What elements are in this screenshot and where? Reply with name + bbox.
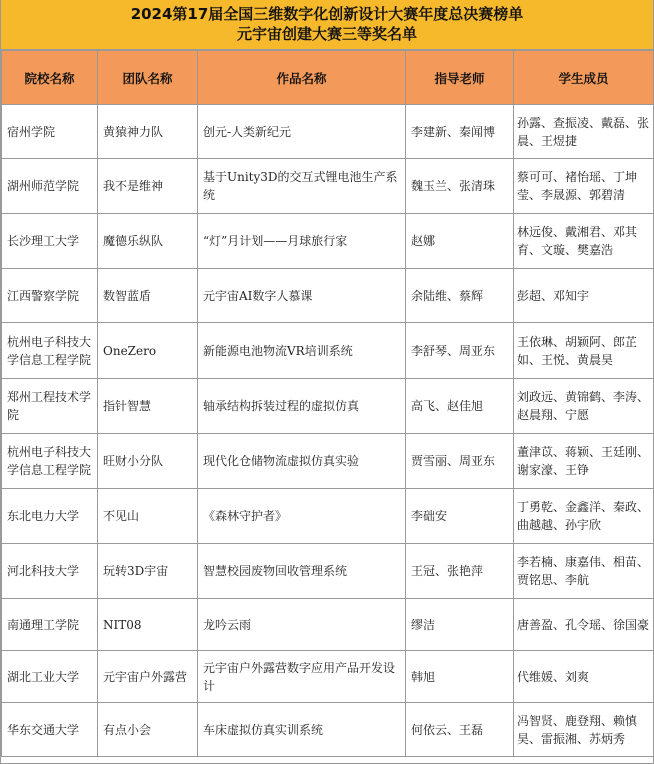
header-work: 作品名称	[198, 51, 406, 105]
cell-teacher: 李建新、秦闻博	[406, 105, 514, 159]
cell-work: 智慧校园废物回收管理系统	[198, 544, 406, 599]
cell-work: 新能源电池物流VR培训系统	[198, 323, 406, 379]
cell-teacher: 何依云、王磊	[406, 703, 514, 757]
cell-students: 刘政远、黄锦鹤、李涛、赵晨翔、宁愿	[514, 379, 654, 434]
cell-students: 代维媛、刘爽	[514, 651, 654, 703]
cell-school: 杭州电子科技大学信息工程学院	[2, 434, 98, 489]
cell-team: 黄猿神力队	[98, 105, 198, 159]
table-row	[2, 379, 654, 434]
table-row	[2, 105, 654, 159]
table-row	[2, 489, 654, 544]
cell-school: 湖北工业大学	[2, 651, 98, 703]
cell-school: 东北电力大学	[2, 489, 98, 544]
table-header	[2, 51, 654, 105]
cell-school: 郑州工程技术学院	[2, 379, 98, 434]
table-body	[2, 105, 654, 757]
cell-work: 现代化仓储物流虚拟仿真实验	[198, 434, 406, 489]
cell-school: 杭州电子科技大学信息工程学院	[2, 323, 98, 379]
table-row	[2, 651, 654, 703]
cell-students: 孙露、查振凌、戴磊、张晨、王煜捷	[514, 105, 654, 159]
cell-teacher: 王冠、张艳萍	[406, 544, 514, 599]
header-teacher: 指导老师	[406, 51, 514, 105]
cell-students: 丁勇乾、金鑫洋、秦政、曲越越、孙宇欣	[514, 489, 654, 544]
header-students: 学生成员	[514, 51, 654, 105]
cell-team: 指针智慧	[98, 379, 198, 434]
cell-team: 我不是维神	[98, 159, 198, 214]
cell-school: 河北科技大学	[2, 544, 98, 599]
page-title: 2024第17届全国三维数字化创新设计大赛年度总决赛榜单	[130, 5, 524, 23]
cell-work: 创元-人类新纪元	[198, 105, 406, 159]
cell-students: 蔡可可、褚怡瑶、丁坤莹、李晟源、郭碧清	[514, 159, 654, 214]
cell-teacher: 李舒琴、周亚东	[406, 323, 514, 379]
table-row	[2, 323, 654, 379]
cell-teacher: 魏玉兰、张清珠	[406, 159, 514, 214]
cell-team: 不见山	[98, 489, 198, 544]
title-banner	[1, 0, 653, 50]
cell-work: 车床虚拟仿真实训系统	[198, 703, 406, 757]
cell-work: 基于Unity3D的交互式锂电池生产系统	[198, 159, 406, 214]
table-row	[2, 703, 654, 757]
cell-team: 元宇宙户外露营	[98, 651, 198, 703]
cell-team: 玩转3D宇宙	[98, 544, 198, 599]
cell-work: 轴承结构拆装过程的虚拟仿真	[198, 379, 406, 434]
table-row	[2, 434, 654, 489]
cell-teacher: 余陆维、蔡辉	[406, 269, 514, 323]
cell-teacher: 李础安	[406, 489, 514, 544]
cell-students: 林远俊、戴湘君、邓其育、文璇、樊嘉浩	[514, 214, 654, 269]
cell-teacher: 贾雪丽、周亚东	[406, 434, 514, 489]
cell-work: “灯”月计划——月球旅行家	[198, 214, 406, 269]
cell-team: 魔德乐纵队	[98, 214, 198, 269]
cell-work: 龙吟云雨	[198, 599, 406, 651]
table-row	[2, 214, 654, 269]
cell-students: 冯智贤、鹿登翔、赖慎昊、雷振湘、苏炳秀	[514, 703, 654, 757]
header-school: 院校名称	[2, 51, 98, 105]
page-subtitle: 元宇宙创建大赛三等奖名单	[236, 25, 417, 43]
cell-school: 华东交通大学	[2, 703, 98, 757]
cell-school: 长沙理工大学	[2, 214, 98, 269]
header-team: 团队名称	[98, 51, 198, 105]
cell-school: 江西警察学院	[2, 269, 98, 323]
table-row	[2, 544, 654, 599]
cell-school: 宿州学院	[2, 105, 98, 159]
cell-students: 彭超、邓知宇	[514, 269, 654, 323]
cell-students: 王依琳、胡颖阿、郎芷如、王悦、黄晨昊	[514, 323, 654, 379]
cell-students: 唐善盈、孔令瑶、徐国豪	[514, 599, 654, 651]
cell-team: 有点小会	[98, 703, 198, 757]
table-row	[2, 599, 654, 651]
cell-work: 元宇宙AI数字人慕课	[198, 269, 406, 323]
cell-team: NIT08	[98, 599, 198, 651]
cell-school: 南通理工学院	[2, 599, 98, 651]
cell-work: 元宇宙户外露营数字应用产品开发设计	[198, 651, 406, 703]
cell-team: OneZero	[98, 323, 198, 379]
table-row	[2, 159, 654, 214]
cell-teacher: 高飞、赵佳旭	[406, 379, 514, 434]
cell-team: 数智蓝盾	[98, 269, 198, 323]
cell-team: 旺财小分队	[98, 434, 198, 489]
cell-students: 董津苡、蒋颖、王廷刚、谢家濠、王铮	[514, 434, 654, 489]
cell-students: 李若楠、康嘉伟、相苗、贾铭思、李航	[514, 544, 654, 599]
cell-school: 湖州师范学院	[2, 159, 98, 214]
award-table	[1, 50, 654, 757]
cell-work: 《森林守护者》	[198, 489, 406, 544]
cell-teacher: 赵娜	[406, 214, 514, 269]
header-row	[2, 51, 654, 105]
table-row	[2, 269, 654, 323]
cell-teacher: 缪洁	[406, 599, 514, 651]
cell-teacher: 韩旭	[406, 651, 514, 703]
